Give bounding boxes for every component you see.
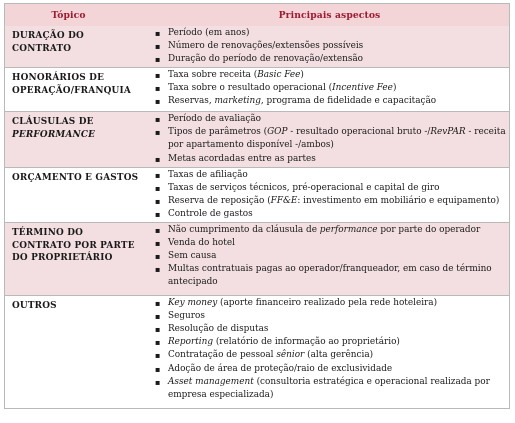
item-text: Venda do hotel [168, 238, 235, 249]
topic-line: CLÁUSULAS DE [12, 117, 94, 128]
table-row [5, 296, 509, 403]
italic-term: sênior [276, 350, 305, 361]
topic-column-header: Tópico [5, 4, 150, 26]
aspects-cell [150, 112, 509, 167]
aspects-column-header: Principais aspectos [150, 4, 509, 26]
italic-term: Key money [168, 298, 218, 309]
list-item [150, 95, 509, 108]
topic-line: HONORÁRIOS DE [12, 73, 105, 84]
item-text: Taxa sobre o resultado operacional ( [168, 83, 333, 94]
item-text: (relatório de informação ao proprietário) [213, 337, 400, 348]
table-row [5, 26, 509, 68]
list-item [150, 349, 509, 362]
table-row [5, 167, 509, 222]
list-item [150, 297, 509, 310]
topic-cell [5, 296, 150, 403]
item-text: (alta gerência) [304, 350, 374, 361]
topic-cell [5, 223, 150, 296]
item-text: (aporte financeiro realizado pela rede hoteleira) [217, 298, 438, 309]
list-item [150, 113, 509, 126]
item-text: Reservas, [168, 96, 215, 107]
list-item [150, 182, 509, 195]
italic-term: FF&E [270, 195, 298, 206]
italic-term: Reporting [168, 337, 214, 348]
aspects-list [150, 113, 509, 165]
list-item [150, 363, 509, 376]
italic-term: GOP [267, 127, 288, 138]
item-text: Sem causa [168, 251, 217, 262]
topic-line: TÉRMINO DO [12, 228, 84, 239]
topic-line: DURAÇÃO DO [12, 31, 84, 41]
aspects-cell [150, 68, 509, 112]
italic-term: Asset management [168, 376, 254, 387]
item-text: Taxa sobre receita ( [168, 70, 258, 81]
italic-term: performance [319, 225, 378, 236]
aspects-cell [150, 223, 509, 296]
item-text: Adoção de área de proteção/raio de exclusividade [168, 363, 393, 374]
list-item [150, 40, 509, 53]
table-row [5, 68, 509, 112]
list-item [150, 224, 509, 237]
aspects-cell [150, 296, 509, 403]
italic-term: RevPAR [430, 127, 466, 138]
item-text: por parte do operador [377, 225, 481, 236]
aspects-cell [150, 26, 509, 68]
topic-line: DO PROPRIETÁRIO [12, 253, 113, 264]
item-text: Tipos de parâmetros ( [168, 127, 268, 138]
italic-term: Incentive Fee [332, 83, 393, 94]
list-item [150, 208, 509, 221]
item-text: Metas acordadas entre as partes [168, 153, 316, 164]
list-item [150, 53, 509, 66]
list-item [150, 69, 509, 82]
list-item [150, 263, 509, 289]
topic-cell [5, 167, 150, 222]
list-item [150, 237, 509, 250]
list-item [150, 310, 509, 323]
item-text: Período de avaliação [168, 114, 262, 125]
item-text: Reserva de reposição ( [168, 195, 271, 206]
topic-line: CONTRATO POR PARTE [12, 240, 135, 251]
list-item [150, 336, 509, 349]
item-text: Controle de gastos [168, 208, 253, 219]
topic-line: PERFORMANCE [12, 129, 96, 140]
item-text: Número de renovações/extensões possíveis [168, 41, 364, 52]
item-text: Taxas de serviços técnicos, pré-operacional e capital de giro [168, 182, 440, 193]
aspects-list [150, 27, 509, 66]
aspects-list [150, 297, 509, 402]
item-text: Período (em anos) [168, 28, 250, 38]
italic-term: marketing [214, 96, 261, 107]
list-item [150, 169, 509, 182]
item-text: Contratação de pessoal [168, 350, 277, 361]
item-text: Taxas de afiliação [168, 169, 248, 180]
aspects-list [150, 169, 509, 221]
aspects-table-frame [4, 3, 510, 409]
item-text: - resultado operacional bruto -/ [287, 127, 431, 138]
list-item [150, 153, 509, 166]
item-text: - receita por apartamento disponível -/ambos) [168, 127, 506, 151]
item-text: Duração do período de renovação/extensão [168, 54, 364, 65]
item-text: ) [392, 83, 397, 94]
topic-cell [5, 26, 150, 68]
aspects-cell [150, 167, 509, 222]
item-text: Resolução de disputas [168, 324, 269, 335]
item-text: : investimento em mobiliário e equipamento) [297, 195, 500, 206]
topic-cell [5, 112, 150, 167]
topic-line: CONTRATO [12, 43, 72, 54]
topic-line: ORÇAMENTO E GASTOS [12, 172, 139, 183]
list-item [150, 195, 509, 208]
italic-term: Basic Fee [257, 70, 301, 81]
table-row [5, 223, 509, 296]
topic-line: OPERAÇÃO/FRANQUIA [12, 85, 131, 96]
item-text: , programa de fidelidade e capacitação [260, 96, 437, 107]
item-text: Multas contratuais pagas ao operador/franqueador, em caso de término antecipado [168, 264, 492, 288]
item-text: (consultoria estratégica e operacional realizada por empresa especializada) [168, 376, 490, 400]
aspects-list [150, 69, 509, 108]
list-item [150, 126, 509, 152]
table-header-row [5, 4, 509, 26]
list-item [150, 323, 509, 336]
item-text: Não cumprimento da cláusula de [168, 225, 320, 236]
item-text: ) [300, 70, 304, 81]
table-row [5, 112, 509, 167]
list-item [150, 82, 509, 95]
contract-aspects-table [5, 4, 509, 403]
aspects-list [150, 224, 509, 289]
topic-line: OUTROS [12, 301, 57, 312]
list-item [150, 250, 509, 263]
list-item [150, 376, 509, 402]
item-text: Seguros [168, 311, 205, 322]
list-item [150, 27, 509, 40]
topic-cell [5, 68, 150, 112]
